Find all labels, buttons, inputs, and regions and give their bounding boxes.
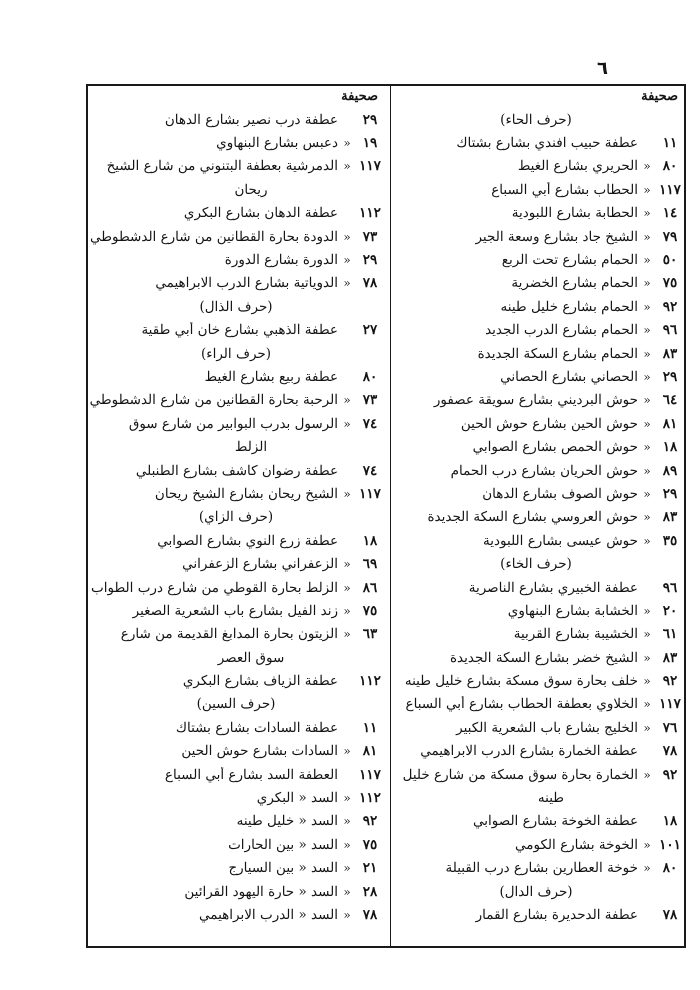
index-entry bbox=[388, 412, 684, 435]
index-entry bbox=[388, 389, 684, 412]
ditto-mark: « bbox=[643, 767, 651, 782]
entry-text: السادات بشارع حوش الحين bbox=[181, 743, 338, 760]
entry-text: العطفة السد بشارع أبي السباع bbox=[164, 766, 338, 783]
page-reference: ٩٢ bbox=[662, 673, 678, 690]
ditto-mark: « bbox=[343, 627, 351, 642]
page-reference: ٦٤ bbox=[662, 392, 678, 409]
page-reference: ٧٩ bbox=[662, 228, 678, 245]
entry-continuation-text: طينه bbox=[537, 790, 565, 807]
entry-continuation-text: ريحان bbox=[234, 181, 268, 198]
ditto-mark: « bbox=[643, 463, 651, 478]
index-entry bbox=[88, 833, 384, 856]
entry-text: زند الفيل بشارع باب الشعرية الصغير bbox=[132, 602, 338, 619]
entry-text: حوش الحريان بشارع درب الحمام bbox=[450, 462, 638, 479]
page-reference: ٦٣ bbox=[362, 626, 378, 643]
section-heading-text: (حرف الخاء) bbox=[500, 556, 572, 573]
index-entry bbox=[88, 599, 384, 622]
page-reference: ٩٢ bbox=[362, 813, 378, 830]
index-entry bbox=[388, 740, 684, 763]
page-reference: ٧٤ bbox=[362, 415, 378, 432]
page-reference: ٨٦ bbox=[362, 579, 378, 596]
page-reference: ٩٢ bbox=[662, 766, 678, 783]
entry-text: الدورة بشارع الدورة bbox=[224, 252, 338, 269]
index-entry bbox=[88, 552, 384, 575]
page-reference: ١١٧ bbox=[659, 696, 681, 713]
index-entry bbox=[388, 857, 684, 880]
entry-text: الحطابة بشارع اللبودية bbox=[511, 205, 638, 222]
page-reference: ٢٩ bbox=[662, 368, 678, 385]
page-reference: ٨٠ bbox=[362, 368, 378, 385]
ditto-mark: « bbox=[643, 674, 651, 689]
index-entry bbox=[388, 669, 684, 692]
page-reference: ٢١ bbox=[362, 860, 378, 877]
page-reference: ٦٩ bbox=[362, 556, 378, 573]
entry-text: حوش الصوف بشارع الدهان bbox=[482, 485, 638, 502]
entry-text: الحريري بشارع الغيط bbox=[517, 158, 638, 175]
ditto-mark: « bbox=[643, 253, 651, 268]
letter-section-heading bbox=[88, 295, 384, 318]
ditto-mark: « bbox=[343, 557, 351, 572]
page-reference: ٨٣ bbox=[662, 509, 678, 526]
right-column bbox=[388, 86, 684, 927]
ditto-mark: « bbox=[643, 697, 651, 712]
left-column bbox=[88, 86, 384, 927]
right-entries bbox=[388, 108, 684, 927]
ditto-mark: « bbox=[643, 486, 651, 501]
page-reference: ٧٨ bbox=[662, 743, 678, 760]
entry-text: حوش الحين بشارع حوش الحين bbox=[460, 415, 638, 432]
left-entries bbox=[88, 108, 384, 927]
entry-text: الحمام بشارع تحت الربع bbox=[501, 252, 638, 269]
entry-text: دعبس بشارع البنهاوي bbox=[216, 135, 338, 152]
page-reference: ٦١ bbox=[662, 626, 678, 643]
index-entry bbox=[388, 810, 684, 833]
section-heading-text: (حرف الحاء) bbox=[500, 111, 572, 128]
entry-text: حوش عيسى بشارع اللبودية bbox=[483, 532, 638, 549]
index-entry bbox=[88, 623, 384, 646]
page-reference: ١١٢ bbox=[359, 673, 381, 690]
index-entry bbox=[88, 763, 384, 786]
index-entry bbox=[388, 576, 684, 599]
page-reference: ١٩ bbox=[362, 135, 378, 152]
page-reference: ٧٨ bbox=[662, 906, 678, 923]
entry-text: الشيخ جاد بشارع وسعة الجير bbox=[475, 228, 638, 245]
entry-text: الخليج بشارع باب الشعرية الكبير bbox=[456, 719, 638, 736]
index-entry bbox=[388, 833, 684, 856]
ditto-mark: « bbox=[343, 276, 351, 291]
letter-section-heading bbox=[88, 342, 384, 365]
entry-text: الخلاوي بعطفة الحطاب بشارع أبي السباع bbox=[405, 696, 638, 713]
page-reference: ٩٦ bbox=[662, 579, 678, 596]
index-entry bbox=[88, 529, 384, 552]
index-entry bbox=[88, 880, 384, 903]
index-entry bbox=[88, 272, 384, 295]
index-entry bbox=[88, 389, 384, 412]
entry-text: الخوخة بشارع الكومي bbox=[515, 836, 638, 853]
entry-text: الزيتون بحارة المدابغ القديمة من شارع bbox=[120, 626, 338, 643]
page-reference: ٢٧ bbox=[362, 322, 378, 339]
page-reference: ٧٤ bbox=[362, 462, 378, 479]
ditto-mark: « bbox=[343, 580, 351, 595]
page-reference: ١١٧ bbox=[359, 766, 381, 783]
ditto-mark: « bbox=[343, 814, 351, 829]
page-reference: ٨١ bbox=[362, 743, 378, 760]
index-entry bbox=[388, 225, 684, 248]
page-reference: ٢٩ bbox=[662, 485, 678, 502]
index-entry bbox=[388, 903, 684, 926]
index-entry bbox=[88, 903, 384, 926]
page-reference: ٧٦ bbox=[662, 719, 678, 736]
ditto-mark: « bbox=[643, 720, 651, 735]
ditto-mark: « bbox=[643, 861, 651, 876]
entry-text: عطفة الزياف بشارع البكري bbox=[182, 673, 338, 690]
ditto-mark: « bbox=[643, 182, 651, 197]
index-entry bbox=[88, 319, 384, 342]
ditto-mark: « bbox=[643, 346, 651, 361]
index-entry bbox=[88, 155, 384, 178]
page-number: ٦ bbox=[597, 58, 608, 79]
entry-text: الدمرشية بعطفة البتنوني من شارع الشيخ bbox=[106, 158, 338, 175]
section-heading-text: (حرف الزاي) bbox=[198, 509, 274, 526]
ditto-mark: « bbox=[643, 416, 651, 431]
index-entry bbox=[388, 131, 684, 154]
page-reference: ١٤ bbox=[662, 205, 678, 222]
page-reference: ١١٧ bbox=[659, 181, 681, 198]
page-column-header: صحيفة bbox=[641, 89, 678, 104]
page-reference: ٧٥ bbox=[662, 275, 678, 292]
ditto-mark: « bbox=[343, 791, 351, 806]
letter-section-heading bbox=[88, 693, 384, 716]
index-entry bbox=[88, 412, 384, 435]
entry-continuation-text: الزلط bbox=[234, 439, 268, 456]
index-entry bbox=[88, 810, 384, 833]
letter-section-heading bbox=[388, 880, 684, 903]
entry-text: عطفة الدهان بشارع البكري bbox=[183, 205, 338, 222]
entry-continuation bbox=[88, 178, 384, 201]
index-entry bbox=[88, 225, 384, 248]
entry-text: الرسول بدرب البوابير من شارع سوق bbox=[128, 415, 338, 432]
page-reference: ٧٥ bbox=[362, 836, 378, 853]
index-entry bbox=[388, 529, 684, 552]
index-entry bbox=[388, 693, 684, 716]
page-reference: ١١٧ bbox=[359, 158, 381, 175]
ditto-mark: « bbox=[343, 253, 351, 268]
entry-text: الخمارة بحارة سوق مسكة من شارع خليل bbox=[402, 766, 638, 783]
entry-text: عطفة السادات بشارع بشتاك bbox=[175, 719, 338, 736]
ditto-mark: « bbox=[343, 229, 351, 244]
page-reference: ٨٣ bbox=[662, 649, 678, 666]
ditto-mark: « bbox=[343, 884, 351, 899]
ditto-mark: « bbox=[643, 627, 651, 642]
entry-text: عطفة زرع النوي بشارع الصوابي bbox=[157, 532, 338, 549]
index-entry bbox=[88, 108, 384, 131]
entry-text: عطفة رضوان كاشف بشارع الطنبلي bbox=[135, 462, 338, 479]
page-reference: ٣٥ bbox=[662, 532, 678, 549]
ditto-mark: « bbox=[343, 861, 351, 876]
ditto-mark: « bbox=[643, 533, 651, 548]
entry-text: الحمام بشارع السكة الجديدة bbox=[477, 345, 638, 362]
entry-text: الحمام بشارع الدرب الجديد bbox=[485, 322, 638, 339]
entry-text: الخشيبة بشارع القربية bbox=[513, 626, 638, 643]
ditto-mark: « bbox=[343, 416, 351, 431]
page-reference: ٥٠ bbox=[662, 252, 678, 269]
section-heading-text: (حرف السين) bbox=[196, 696, 276, 713]
entry-text: خلف بحارة سوق مسكة بشارع خليل طينه bbox=[404, 673, 638, 690]
section-heading-text: (حرف الدال) bbox=[499, 883, 573, 900]
entry-text: حوش الحمص بشارع الصوابي bbox=[472, 439, 638, 456]
index-entry bbox=[388, 295, 684, 318]
index-entry bbox=[388, 248, 684, 271]
entry-text: الرحبة بحارة القطانين من شارع الدشطوطي bbox=[89, 392, 338, 409]
page-reference: ٧٨ bbox=[362, 906, 378, 923]
entry-text: عطفة الذهبي بشارع خان أبي طقية bbox=[141, 322, 338, 339]
ditto-mark: « bbox=[643, 510, 651, 525]
index-entry bbox=[88, 202, 384, 225]
ditto-mark: « bbox=[643, 323, 651, 338]
page-reference: ٨١ bbox=[662, 415, 678, 432]
entry-text: عطفة الدحديرة بشارع القمار bbox=[475, 906, 638, 923]
section-heading-text: (حرف الذال) bbox=[199, 298, 273, 315]
ditto-mark: « bbox=[343, 603, 351, 618]
index-entry bbox=[88, 669, 384, 692]
index-entry bbox=[388, 482, 684, 505]
entry-continuation-text: سوق العصر bbox=[217, 649, 285, 666]
index-entry bbox=[388, 155, 684, 178]
entry-text: حوش العروسي بشارع السكة الجديدة bbox=[427, 509, 638, 526]
ditto-mark: « bbox=[643, 369, 651, 384]
entry-text: الحطاب بشارع أبي السباع bbox=[491, 181, 638, 198]
index-entry bbox=[88, 248, 384, 271]
entry-text: عطفة درب نصير بشارع الدهان bbox=[164, 111, 338, 128]
page-column-header: صحيفة bbox=[341, 89, 378, 104]
entry-text: السد « خليل طينه bbox=[236, 813, 338, 830]
ditto-mark: « bbox=[643, 276, 651, 291]
page-reference: ٧٥ bbox=[362, 602, 378, 619]
entry-text: عطفة حبيب افندي بشارع بشتاك bbox=[456, 135, 638, 152]
ditto-mark: « bbox=[643, 159, 651, 174]
ditto-mark: « bbox=[343, 486, 351, 501]
index-entry bbox=[88, 740, 384, 763]
index-entry bbox=[388, 599, 684, 622]
ditto-mark: « bbox=[643, 229, 651, 244]
entry-text: الحمام بشارع خليل طينه bbox=[500, 298, 638, 315]
page-reference: ٩٢ bbox=[662, 298, 678, 315]
page-reference: ١٨ bbox=[662, 813, 678, 830]
index-entry bbox=[388, 646, 684, 669]
page-reference: ٢٠ bbox=[662, 602, 678, 619]
ditto-mark: « bbox=[343, 136, 351, 151]
index-entry bbox=[88, 365, 384, 388]
index-entry bbox=[88, 716, 384, 739]
page-reference: ١١٢ bbox=[359, 790, 381, 807]
entry-text: الزعفراني بشارع الزعفراني bbox=[182, 556, 338, 573]
page-reference: ٨٩ bbox=[662, 462, 678, 479]
page-reference: ٨٠ bbox=[662, 860, 678, 877]
section-heading-text: (حرف الراء) bbox=[200, 345, 272, 362]
index-entry bbox=[388, 272, 684, 295]
index-entry bbox=[88, 459, 384, 482]
entry-text: السد « البكري bbox=[256, 790, 338, 807]
index-entry bbox=[88, 131, 384, 154]
index-entry bbox=[388, 506, 684, 529]
ditto-mark: « bbox=[643, 837, 651, 852]
index-entry bbox=[388, 319, 684, 342]
index-entry bbox=[388, 202, 684, 225]
ditto-mark: « bbox=[643, 650, 651, 665]
index-frame bbox=[86, 84, 686, 948]
entry-text: عطفة الخوخة بشارع الصوابي bbox=[473, 813, 638, 830]
entry-text: الحصاني بشارع الحصاني bbox=[500, 368, 638, 385]
index-entry bbox=[388, 623, 684, 646]
page-reference: ١١ bbox=[662, 135, 678, 152]
page-reference: ٢٩ bbox=[362, 111, 378, 128]
entry-text: الشيخ خضر بشارع السكة الجديدة bbox=[449, 649, 638, 666]
ditto-mark: « bbox=[343, 393, 351, 408]
ditto-mark: « bbox=[343, 907, 351, 922]
ditto-mark: « bbox=[343, 159, 351, 174]
index-entry bbox=[388, 342, 684, 365]
page-reference: ٩٦ bbox=[662, 322, 678, 339]
index-entry bbox=[388, 763, 684, 786]
page-reference: ٧٨ bbox=[362, 275, 378, 292]
page-reference: ٢٨ bbox=[362, 883, 378, 900]
index-entry bbox=[388, 459, 684, 482]
page-reference: ١٨ bbox=[362, 532, 378, 549]
entry-text: السد « الدرب الابراهيمي bbox=[199, 906, 338, 923]
index-entry bbox=[388, 365, 684, 388]
page-reference: ١١٢ bbox=[359, 205, 381, 222]
entry-text: عطفة ربيع بشارع الغيط bbox=[204, 368, 338, 385]
entry-text: الحمام بشارع الخضرية bbox=[511, 275, 638, 292]
index-entry bbox=[388, 716, 684, 739]
entry-text: عطفة الخبيري بشارع الناصرية bbox=[468, 579, 638, 596]
index-entry bbox=[88, 786, 384, 809]
index-entry bbox=[388, 178, 684, 201]
index-entry bbox=[388, 435, 684, 458]
page-reference: ١١ bbox=[362, 719, 378, 736]
page-reference: ١٨ bbox=[662, 439, 678, 456]
ditto-mark: « bbox=[643, 299, 651, 314]
page-reference: ٨٣ bbox=[662, 345, 678, 362]
page-reference: ٨٠ bbox=[662, 158, 678, 175]
page-reference: ١٠١ bbox=[659, 836, 681, 853]
entry-text: حوش البرديني بشارع سويقة عصفور bbox=[433, 392, 638, 409]
entry-text: الدودة بحارة القطانين من شارع الدشطوطي bbox=[90, 228, 338, 245]
entry-text: عطفة الخمارة بشارع الدرب الابراهيمي bbox=[420, 743, 638, 760]
letter-section-heading bbox=[388, 552, 684, 575]
entry-text: الزلط بحارة القوطي من شارع درب الطواب bbox=[91, 579, 338, 596]
entry-text: الخشابة بشارع البنهاوي bbox=[507, 602, 638, 619]
ditto-mark: « bbox=[343, 837, 351, 852]
page-reference: ٢٩ bbox=[362, 252, 378, 269]
entry-continuation bbox=[388, 786, 684, 809]
letter-section-heading bbox=[88, 506, 384, 529]
index-entry bbox=[88, 482, 384, 505]
entry-text: السد « بين الحارات bbox=[228, 836, 338, 853]
index-entry bbox=[88, 857, 384, 880]
ditto-mark: « bbox=[643, 393, 651, 408]
index-entry bbox=[88, 576, 384, 599]
letter-section-heading bbox=[388, 108, 684, 131]
entry-text: خوخة العطارين بشارع درب القبيلة bbox=[445, 860, 638, 877]
ditto-mark: « bbox=[343, 744, 351, 759]
entry-text: السد « بين السيارج bbox=[228, 860, 338, 877]
ditto-mark: « bbox=[643, 440, 651, 455]
ditto-mark: « bbox=[643, 603, 651, 618]
entry-text: السد « حارة اليهود القرائين bbox=[184, 883, 338, 900]
page-reference: ٧٣ bbox=[362, 228, 378, 245]
page-reference: ١١٧ bbox=[359, 485, 381, 502]
entry-continuation bbox=[88, 435, 384, 458]
page-reference: ٧٣ bbox=[362, 392, 378, 409]
entry-text: الدوياتية بشارع الدرب الابراهيمي bbox=[155, 275, 338, 292]
ditto-mark: « bbox=[643, 206, 651, 221]
entry-text: الشيخ ريحان بشارع الشيخ ريحان bbox=[154, 485, 338, 502]
entry-continuation bbox=[88, 646, 384, 669]
